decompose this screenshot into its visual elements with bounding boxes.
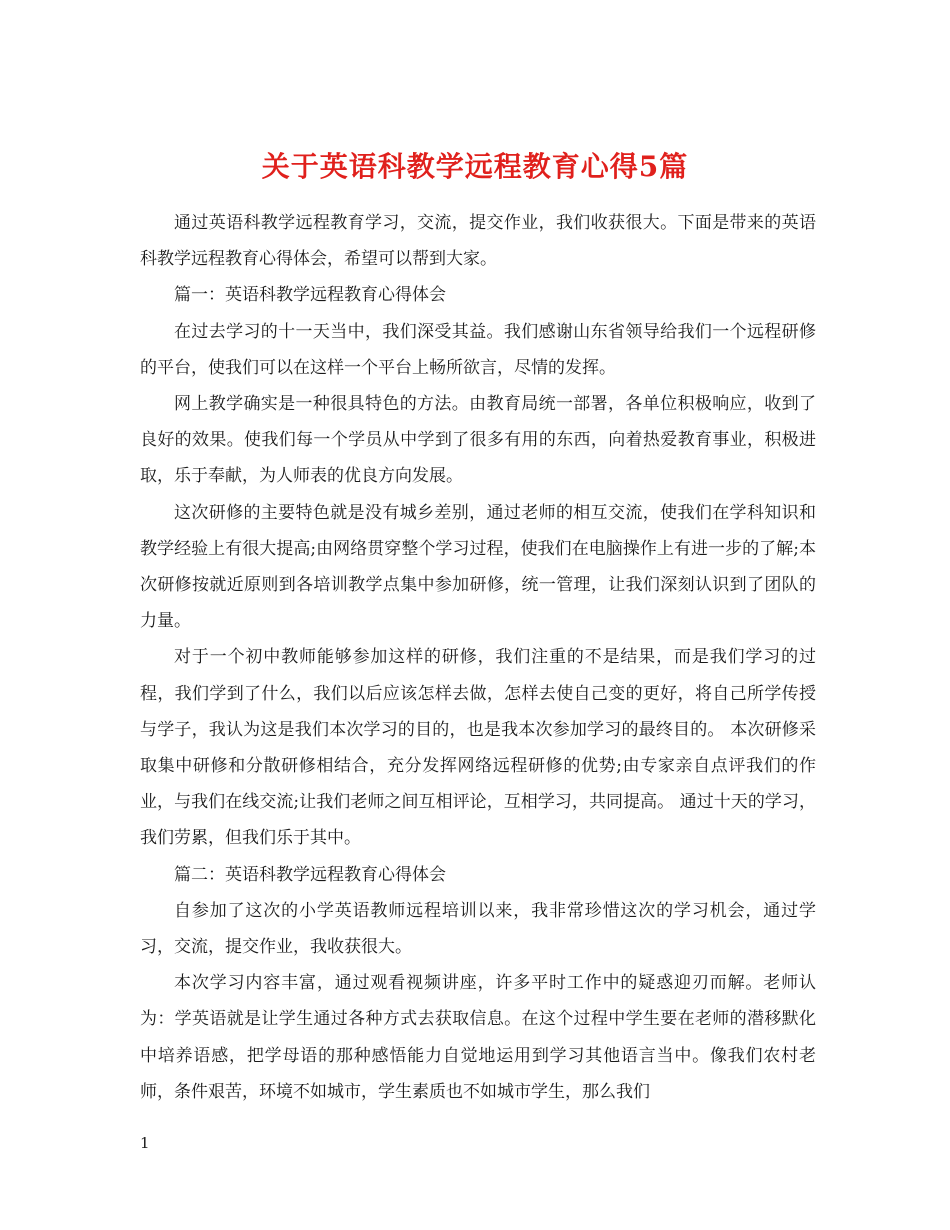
document-body	[140, 205, 816, 1110]
page-number: 1	[140, 1134, 150, 1152]
section-heading-2: 篇二：英语科教学远程教育心得体会	[174, 864, 446, 885]
paragraph: 网上教学确实是一种很具特色的方法。由教育局统一部署，各单位积极响应，收到了良好的效果。使我们每一个学员从中学到了很多有用的东西，向着热爱教育事业，积极进取，乐于奉献，为人师表的优良方向发展。	[140, 394, 816, 487]
paragraph: 对于一个初中教师能够参加这样的研修，我们注重的不是结果，而是我们学习的过程，我们学到了什么，我们以后应该怎样去做，怎样去使自己变的更好，将自己所学传授与学子，我认为这是我们本次学习的目的，也是我本次参加学习的最终目的。 本次研修采取集中研修和分散研修相结合，充分发挥网络远程研修的优势;由专家亲自点评我们的作业，与我们在线交流;让我们老师之间互相评论，互相学习，共同提高。 通过十天的学习，我们劳累，但我们乐于其中。	[140, 647, 816, 849]
paragraph: 在过去学习的十一天当中，我们深受其益。我们感谢山东省领导给我们一个远程研修的平台，使我们可以在这样一个平台上畅所欲言，尽情的发挥。	[140, 321, 816, 378]
document-title: 关于英语科教学远程教育心得5篇	[261, 149, 689, 183]
paragraph-intro: 通过英语科教学远程教育学习，交流，提交作业，我们收获很大。下面是带来的英语科教学远程教育心得体会，希望可以帮到大家。	[140, 213, 816, 270]
paragraph: 本次学习内容丰富，通过观看视频讲座，许多平时工作中的疑惑迎刃而解。老师认为：学英语就是让学生通过各种方式去获取信息。在这个过程中学生要在老师的潜移默化中培养语感，把学母语的那种感悟能力自觉地运用到学习其他语言当中。像我们农村老师，条件艰苦，环境不如城市，学生素质也不如城市学生，那么我们	[140, 973, 816, 1102]
paragraph: 这次研修的主要特色就是没有城乡差别，通过老师的相互交流，使我们在学科知识和教学经验上有很大提高;由网络贯穿整个学习过程，使我们在电脑操作上有进一步的了解;本次研修按就近原则到各培训教学点集中参加研修，统一管理，让我们深刻认识到了团队的力量。	[140, 502, 816, 632]
paragraph: 自参加了这次的小学英语教师远程培训以来，我非常珍惜这次的学习机会，通过学习，交流，提交作业，我收获很大。	[140, 900, 816, 958]
section-heading-1: 篇一：英语科教学远程教育心得体会	[174, 285, 446, 306]
